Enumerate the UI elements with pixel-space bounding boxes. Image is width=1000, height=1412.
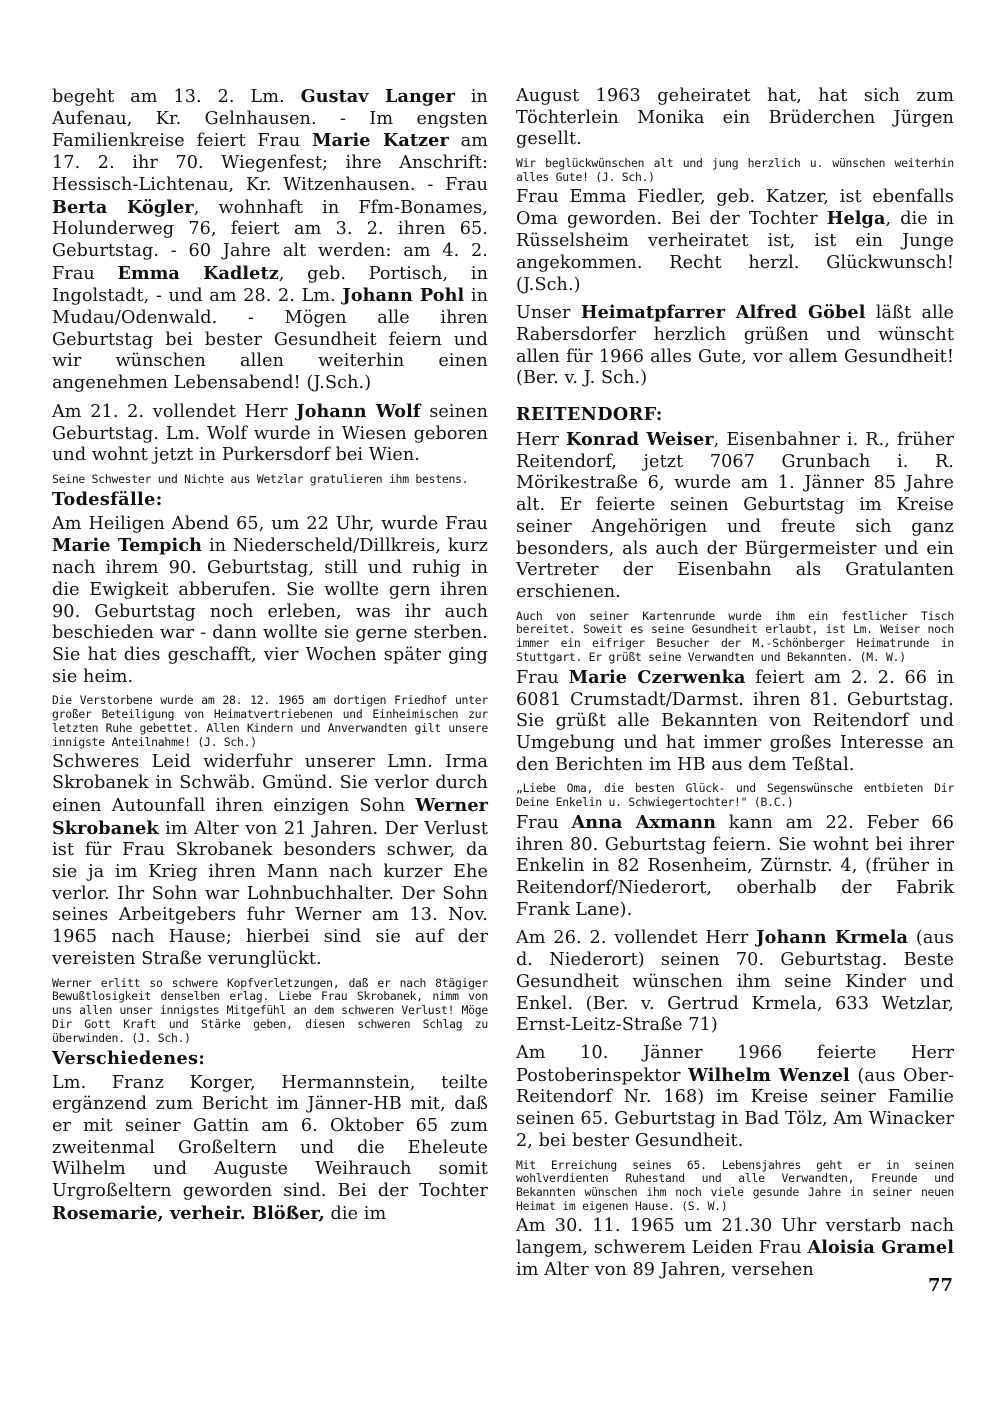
text-run: Schweres Leid widerfuhr unserer Lmn. Irma Skrobanek in Schwäb. Gmünd. Sie verlor durch einen Autounfall ihren einzigen Sohn <box>52 751 488 816</box>
text-run: Am Heiligen Abend 65, um 22 Uhr, wurde Frau <box>52 513 488 534</box>
text-run: kann am 22. Feber 66 ihren 80. Geburtstag feiern. Sie wohnt bei ihrer Enkelin in 82 Rosenheim, Zürnstr. 4, (früher in Reitendorf/Niederort, oberhalb der Fabrik Frank Lane). <box>516 812 955 920</box>
text-run: Verschiedenes: <box>52 1047 206 1069</box>
bold-name: Johann Krmela <box>756 927 909 949</box>
article-paragraph <box>52 1073 488 1226</box>
article-paragraph <box>516 1216 954 1282</box>
article-paragraph <box>516 667 954 777</box>
note-paragraph <box>52 473 488 487</box>
text-run: , geb. Portisch, in Ingolstadt, - und am 28. 2. Lm. <box>52 263 489 307</box>
bold-name: Gustav Langer <box>300 86 455 107</box>
bold-name: Marie Czerwenka <box>568 666 746 688</box>
text-run: läßt alle Rabersdorfer herzlich grüßen und wünscht allen für 1966 alles Gute, vor allem Gesundheit! (Ber. v. J. Sch.) <box>516 303 955 389</box>
text-run: , wohnhaft in Ffm-Bonames, Holunderweg 76, feiert am 3. 2. ihren 65. Geburtstag. - 60 Jahre alt werden: am 4. 2. Frau <box>52 197 488 284</box>
article-paragraph <box>516 429 954 604</box>
bold-name: Marie Tempich <box>52 535 203 557</box>
bold-name: Werner Skrobanek <box>52 794 488 839</box>
text-run: in Niederscheld/Dillkreis, kurz nach ihrem 90. Geburtstag, still und ruhig in die Ewigkeit abberufen. Sie wollte gern ihren 90. Geburtstag noch erleben, was ihr auch beschieden war - dann wollte sie gerne sterben. Sie hat dies geschafft, vier Wochen später ging sie heim. <box>52 536 488 687</box>
text-run: August 1963 geheiratet hat, hat sich zum Töchterlein Monika ein Brüderchen Jürgen gesellt. <box>516 86 954 150</box>
text-run: , Eisenbahner i. R., früher Reitendorf, jetzt 7067 Grunbach i. R. Mörikestraße 6, wurde am 1. Jänner 85 Jahre alt. Er feierte seinen Geburtstag im Kreise seiner Angehörigen und freute sich ganz besonders, als auch der Bürgermeister und ein Vertreter der Eisenbahn als Gratulanten erschienen. <box>516 430 955 602</box>
bold-name: Heimatpfarrer Alfred Göbel <box>580 302 866 324</box>
bold-name: Berta Kögler <box>52 196 194 218</box>
section-heading <box>52 489 488 511</box>
bold-name: Helga <box>826 208 886 230</box>
note-paragraph <box>52 694 488 749</box>
text-run: am 17. 2. ihr 70. Wiegenfest; ihre Anschrift: Hessisch-Lichtenau, Kr. Witzenhausen. - Frau <box>52 131 488 195</box>
text-run: seinen Geburtstag. Lm. Wolf wurde in Wiesen geboren und wohnt jetzt in Purkersdorf bei Wien. <box>52 401 489 466</box>
text-run: in Aufenau, Kr. Gelnhausen. - Im engsten Familienkreise feiert Frau <box>52 87 488 152</box>
text-run: Am 26. 2. vollendet Herr <box>516 928 757 949</box>
note-paragraph <box>516 157 954 185</box>
bold-name: Emma Kadletz <box>117 262 279 284</box>
text-run: REITENDORF: <box>516 404 663 426</box>
right-column <box>516 86 954 1288</box>
text-run: die im <box>324 1203 387 1224</box>
article-paragraph <box>516 86 954 151</box>
text-run: feiert am 2. 2. 66 in 6081 Crumstadt/Darmst. ihren 81. Geburtstag. Sie grüßt alle Bekannten von Reitendorf und Umgebung und hat immer großes Interesse an den Berichten im HB aus dem Teßtal. <box>516 667 954 775</box>
text-run: Werner erlitt so schwere Kopfverletzungen, daß er nach 8tägiger Bewußtlosigkeit denselben erlag. Liebe Frau Skrobanek, nimm von uns allen unser innigstes Mitgefühl an dem schweren Verlust! Möge Dir Gott Kraft und Stärke geben, diesen schweren Schlag zu überwinden. (J. Sch.) <box>52 975 488 1045</box>
text-run: im Alter von 89 Jahren, versehen <box>516 1260 814 1281</box>
text-run: (aus Ober-Reitendorf Nr. 168) im Kreise seiner Familie seinen 65. Geburtstag in Bad Tölz, Am Winacker 2, bei bester Gesundheit. <box>516 1065 955 1151</box>
bold-name: Anna Axmann <box>571 811 717 833</box>
text-run: „Liebe Oma, die besten Glück- und Segenswünsche entbieten Dir Deine Enkelin u. Schwiegertochter!" (B.C.) <box>516 781 954 810</box>
text-run: Unser <box>516 303 581 324</box>
note-paragraph <box>516 782 954 810</box>
text-run: Herr <box>516 430 566 451</box>
note-paragraph <box>516 610 954 665</box>
note-paragraph <box>516 1159 954 1214</box>
bold-name: Rosemarie, verheir. Blößer, <box>52 1202 325 1224</box>
left-column <box>52 86 488 1232</box>
article-paragraph <box>52 752 488 971</box>
text-run: Am 21. 2. vollendet Herr <box>52 401 297 422</box>
text-run: begeht am 13. 2. Lm. <box>52 87 301 107</box>
text-run: Mit Erreichung seines 65. Lebensjahres geht er in seinen wohlverdienten Ruhestand und alle Verwandten, Freunde und Bekannten wünschen ihm noch viele gesunde Jahre in seiner neuen Heimat im eigenen Hause. (S. W.) <box>516 1157 954 1213</box>
text-run: , die in Rüsselsheim verheiratet ist, ist ein Junge angekommen. Recht herzl. Glückwunsch! (J.Sch.) <box>516 209 954 295</box>
bold-name: Wilhelm Wenzel <box>688 1064 850 1086</box>
note-paragraph <box>52 977 488 1046</box>
article-paragraph <box>52 401 488 467</box>
text-run: Todesfälle: <box>52 488 163 510</box>
text-run: (aus d. Niederort) seinen 70. Geburtstag. Beste Gesundheit wünschen ihm seine Kinder und Enkel. (Ber. v. Gertrud Krmela, 633 Wetzlar, Ernst-Leitz-Straße 71) <box>516 928 954 1036</box>
text-run: Auch von seiner Kartenrunde wurde ihm ein festlicher Tisch bereitet. Soweit es seine Gesundheit erlaubt, ist Lm. Weiser noch immer ein eifriger Besucher der M.-Schönberger Heimatrunde in Stuttgart. Er grüßt seine Verwandten und Bekannten. (M. W.) <box>516 608 954 665</box>
text-run: Frau <box>516 812 572 833</box>
bold-name: Johann Pohl <box>342 285 465 307</box>
bold-name: Johann Wolf <box>296 400 421 422</box>
article-paragraph <box>516 187 954 297</box>
page-number: 77 <box>928 1275 954 1296</box>
article-paragraph <box>52 514 488 689</box>
text-run: Am 10. Jänner 1966 feierte Herr Postoberinspektor <box>516 1042 954 1086</box>
text-run: Frau <box>516 667 569 688</box>
text-run: Wir beglückwünschen alt und jung herzlich u. wünschen weiterhin alles Gute! (J. Sch.) <box>516 156 954 184</box>
text-run: Die Verstorbene wurde am 28. 12. 1965 am dortigen Friedhof unter großer Beteiligung von Heimatvertriebenen und Einheimischen zur letzten Ruhe gebettet. Allen Kindern und Anverwandten gilt unsere innigste Anteilnahme! (J. Sch.) <box>52 693 488 749</box>
text-run: Frau Emma Fiedler, geb. Katzer, ist ebenfalls Oma geworden. Bei der Tochter <box>516 186 954 230</box>
text-run: in Mudau/Odenwald. - Mögen alle ihren Geburtstag bei bester Gesundheit feiern und wir wünschen allen weiterhin einen angenehmen Lebensabend! (J.Sch.) <box>52 286 489 394</box>
text-run: Seine Schwester und Nichte aus Wetzlar gratulieren ihm bestens. <box>52 471 469 486</box>
article-paragraph <box>516 812 954 922</box>
text-run: Lm. Franz Korger, Hermannstein, teilte ergänzend zum Bericht im Jänner-HB mit, daß er mit seiner Gattin am 6. Oktober 65 zum zweitenmal Großeltern und die Eheleute Wilhelm und Auguste Weihrauch somit Urgroßeltern geworden sind. Bei der Tochter <box>52 1072 488 1202</box>
article-paragraph <box>52 86 488 395</box>
bold-name: Konrad Weiser <box>565 429 714 451</box>
bold-name: Marie Katzer <box>312 130 449 152</box>
section-heading <box>52 1048 488 1070</box>
article-paragraph <box>516 302 954 390</box>
bold-name: Aloisia Gramel <box>807 1237 954 1259</box>
article-paragraph <box>516 927 954 1037</box>
section-heading <box>516 404 954 426</box>
text-run: im Alter von 21 Jahren. Der Verlust ist für Frau Skrobanek besonders schwer, da sie ja im Krieg ihren Mann nach kurzer Ehe verlor. Ihr Sohn war Lohnbuchhalter. Der Sohn seines Arbeitgebers fuhr Werner am 13. Nov. 1965 nach Hause; hierbei sind sie auf der vereisten Straße verunglückt. <box>52 818 488 969</box>
article-paragraph <box>516 1043 954 1153</box>
text-run: Am 30. 11. 1965 um 21.30 Uhr verstarb nach langem, schwerem Leiden Frau <box>516 1215 954 1259</box>
